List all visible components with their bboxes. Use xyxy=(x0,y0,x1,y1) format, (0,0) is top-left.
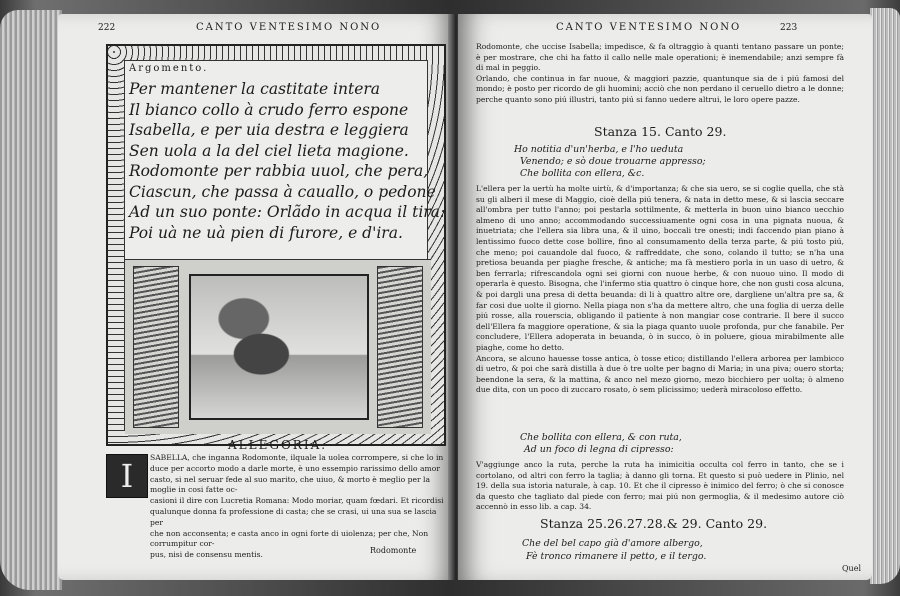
herm-figure-right xyxy=(377,266,423,428)
catchword-right: Quel xyxy=(842,564,862,573)
verse-line: Sen uola a la del ciel lieta magione. xyxy=(129,141,409,160)
ornamental-border xyxy=(106,44,446,446)
quoted-verse: Che del bel capo già d'amore albergo, xyxy=(522,538,703,549)
stanza-heading: Stanza 15. Canto 29. xyxy=(594,124,727,139)
page-number-left: 222 xyxy=(98,23,116,33)
left-page xyxy=(58,14,454,580)
drop-cap: I xyxy=(106,454,148,498)
book-edge-left xyxy=(0,10,62,590)
stanza-heading-2: Stanza 25.26.27.28.& 29. Canto 29. xyxy=(540,516,768,531)
right-page xyxy=(458,14,872,580)
verse-line: Poi uà ne uà pien di furore, e d'ira. xyxy=(129,223,403,242)
commentary-text: L'ellera per la uertù ha molte uirtù, & d'importanza; & che sia uero, se si coglie quella, che stà su gli alberi il mese di Maggio, cioè della piú tenera, & nata in detto mese, & si lascia seccare all'ombra per tutto l'anno; poi pestarla sottilmente, & metterla in buon uino bianco uecchio almeno di uno anno; accommodando successiuamente ogni cosa in una pignata nuoua, & inuetriata; che l'ellera sia libra una, & il uino, boccali tre onesti; indi faccendo pian piano à lentissimo fuoco dette cose bollire, fino al consumamento della terza parte, & piú tosto piú, che meno; poi cauandole dal fuoco, & raffreddate, che sono, colando il tutto; se n'ha una pretiosa beuanda per piaghe fresche, & antiche; ma fà mestiero porla in un uaso di uetro, & ben ferrarla; rifrescandola ogni sei giorni con nuoue herbe, & con nuouo uino. Il modo di operarla è questo. Bisogna, che l'infermo stia quattro ò cinque hore, che non gusti cosa alcuna, & poi dargli una presa di detta beuanda: di li à quattro altre ore, dargliene un'altra pre sa, & far cosi due uolte il giorno. Nella piaga non s'ha da mettere altro, che una foglia di uerza delle piú rosse, alla rouerscia, obligando il patiente à non mangiar cose contrarie. Il bere il succo dell'Ellera fa maggiore operatione, & sia la piaga quanto uuole profonda, pur che fanabile. Per concludere, l'Ellera adoperata in beuanda, ò in succo, ò in poluere, gioua mirabilmente alle piaghe, come ho detto. Ancora, se alcuno hauesse tosse antica, ò tosse etico; distillando l'ellera arborea per lambicco di uetro, & poi che sarà distilla à due ò tre uolte per bagno di Maria; in una piva; ouero storta; beendone la sera, & la mattina, & anco nel mezo giorno, mezo bicchiero per uolta; ò almeno due dita, con un poco di zuccaro rosato, ò sem plicissimo; uederà miracoloso effetto. xyxy=(476,184,844,395)
allegoria-title: ALLEGORIA. xyxy=(228,438,328,452)
intro-text: Rodomonte, che uccise Isabella; impedisce, & fa oltraggio à quanti tentano passare un ponte; è per mostrare, che chi ha fatto il callo nelle male operationi; è inemendabile; anzi sempre fà di mal in peggio. Orlando, che continua in far nuoue, & maggiori pazzie, quantunque sia de i piú famosi del mondo; è posto per ricordo de gli huomini; acciò che non perdano il ceruello dietro a le donne; perche quanto sono piú illustri, tanto piú si fanno uedere altrui, le loro opere pazze. xyxy=(476,42,844,104)
herm-figure-left xyxy=(133,266,179,428)
verse-line: Rodomonte per rabbia uuol, che pera, xyxy=(129,162,429,180)
allegoria-text: SABELLA, che inganna Rodomonte, ilquale la uolea corrompere, si che lo in duce per accorto modo a darle morte, è uno essempio rarissimo dello amor casto, si nel seruar fede al suo marito, che uiuo, & morto è meglio per la moglie in cosi fatte oc- casioni il dire con Lucretia Romana: Modo moriar, quam fœdari. Et ricordisi qualunque donna fa professione di casta; che se crasi, ui una sua se lascia per che non acconsenta; e casta anco in ogni forte di uiolenza; per che, Non corrumpitur cor- pus, nisi de consensu mentis. xyxy=(150,453,444,560)
quoted-verse: Ad un foco di legna di cipresso: xyxy=(524,444,674,455)
running-head-right: CANTO VENTESIMO NONO xyxy=(556,22,742,33)
argomento-verses xyxy=(129,79,446,243)
woodcut-scene xyxy=(189,274,369,420)
quoted-verse: Che bollita con ellera, & con ruta, xyxy=(520,432,682,443)
quoted-verse: Fè tronco rimanere il petto, e il tergo. xyxy=(526,551,707,562)
argomento-title: Argomento. xyxy=(129,63,209,74)
page-number-right: 223 xyxy=(780,23,798,33)
argomento-panel xyxy=(124,60,446,430)
quoted-verse: Che bollita con ellera, &c. xyxy=(520,168,645,179)
verse-line: Isabella, e per uia destra e leggiera xyxy=(129,121,409,139)
catchword-left: Rodomonte xyxy=(370,546,417,555)
running-head-left: CANTO VENTESIMO NONO xyxy=(196,22,382,33)
woodcut-illustration xyxy=(125,259,431,434)
verse-line: Il bianco collo à crudo ferro espone xyxy=(129,100,409,119)
quoted-verse: Ho notitia d'un'herba, e l'ho ueduta xyxy=(514,144,684,155)
verse-line: Per mantener la castitate intera xyxy=(129,80,381,98)
verse-line: Ad un suo ponte: Orlãdo in acqua il tira: xyxy=(129,203,446,221)
quoted-verse: Venendo; e sò doue trouarne appresso; xyxy=(520,156,706,167)
verse-line: Ciascun, che passa à cauallo, o pedone xyxy=(129,182,436,201)
book-edge-right xyxy=(870,8,900,584)
commentary-text-2: V'aggiunge anco la ruta, perche la ruta ha inimicitia occulta col ferro in tanto, che se i cortolano, od altri con ferro la taglia; à danno gli torna. Et questo si può uedere in Plinio, nel 19. della sua istoria naturale, à cap. 10. Et che il cipresso è inimico del ferro; ò che si conosce da questo che tagliato dal piede con ferro; mai piú non germoglia, & il medesimo autore ciò accennò in esso lib. a cap. 34. xyxy=(476,460,844,512)
